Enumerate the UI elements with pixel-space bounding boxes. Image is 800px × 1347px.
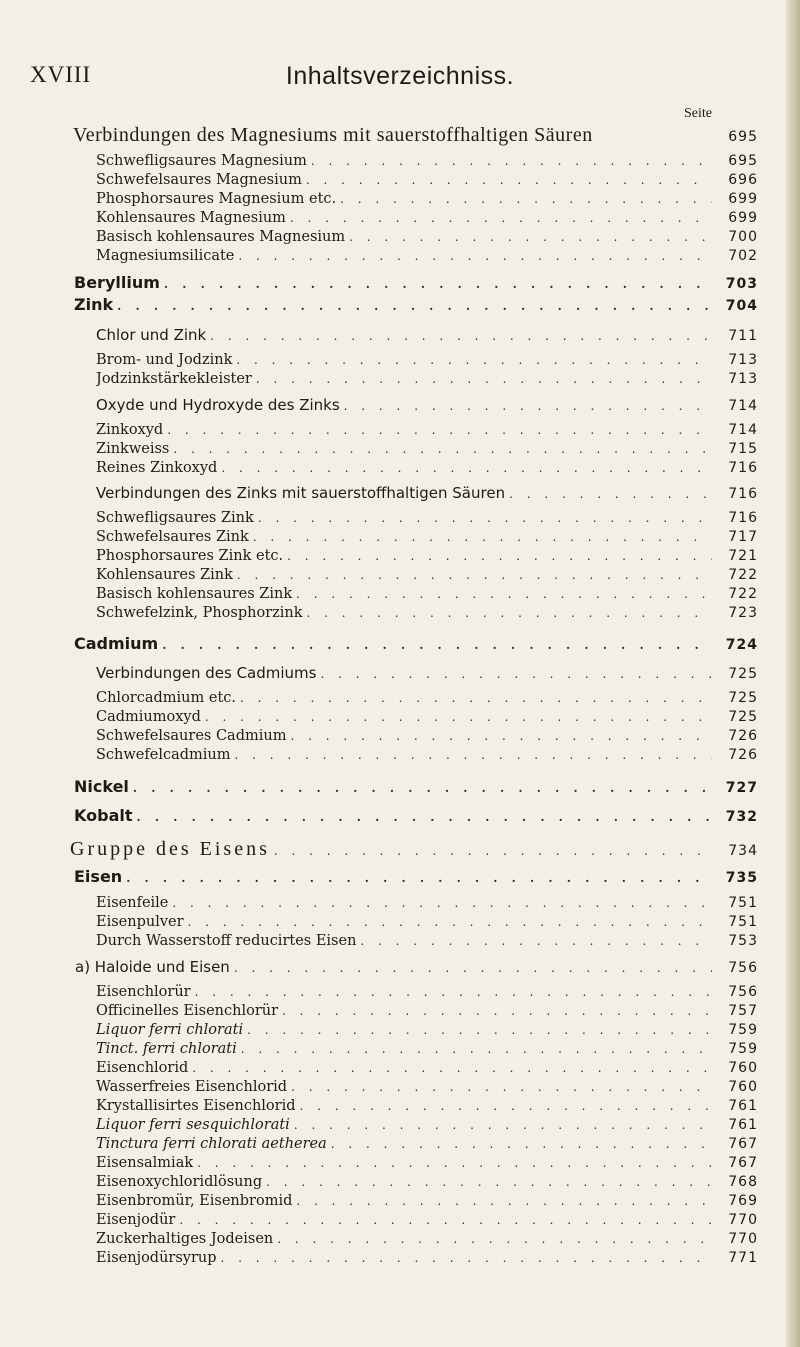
toc-entry-page: 725 (728, 666, 758, 682)
toc-entry-title: Eisenchlorid (96, 1060, 189, 1076)
toc-entry-title: Eisenfeile (96, 895, 169, 911)
dot-leader (164, 277, 712, 291)
toc-entry-page: 767 (728, 1155, 758, 1171)
toc-entry (96, 1212, 758, 1228)
dot-leader (247, 1023, 712, 1037)
dot-leader (133, 781, 712, 795)
toc-entry-title: Verbindungen des Cadmiums (96, 664, 317, 682)
toc-entry-page: 699 (728, 191, 758, 207)
running-head: Inhaltsverzeichniss. (285, 62, 515, 90)
toc-entry-title: Cadmiumoxyd (96, 709, 201, 725)
toc-entry-page: 753 (728, 933, 758, 949)
toc-entry-page: 696 (728, 172, 758, 188)
toc-entry (96, 1098, 758, 1114)
toc-entry-title: Eisenbromür, Eisenbromid (96, 1193, 293, 1209)
toc-entry-page: 716 (728, 486, 758, 502)
toc-entry-title: Officinelles Eisenchlorür (96, 1003, 279, 1019)
toc-entry (96, 1022, 758, 1038)
toc-entry-page: 759 (728, 1022, 758, 1038)
page-column-label: Seite (684, 106, 712, 121)
dot-leader (179, 1213, 712, 1227)
dot-leader (290, 729, 712, 743)
toc-entry (96, 371, 758, 387)
toc-entry-title: Basisch kohlensaures Zink (96, 586, 293, 602)
toc-entry-page: 767 (728, 1136, 758, 1152)
toc-entry (96, 210, 758, 226)
dot-leader (320, 667, 712, 681)
toc-entry (96, 728, 758, 744)
toc-entry (96, 191, 758, 207)
toc-entry-page: 770 (728, 1231, 758, 1247)
toc-entry (96, 1117, 758, 1133)
toc-entry-page: 716 (728, 510, 758, 526)
toc-entry-title: Beryllium (74, 273, 160, 292)
toc-entry-page: 716 (728, 460, 758, 476)
toc-entry (96, 895, 758, 911)
dot-leader (306, 173, 712, 187)
toc-entry (96, 1231, 758, 1247)
toc-entry-title: Schwefligsaures Magnesium (96, 153, 307, 169)
toc-entry-title: Schwefelcadmium (96, 747, 231, 763)
toc-entry (96, 248, 758, 264)
toc-entry-page: 714 (728, 422, 758, 438)
dot-leader (266, 1175, 712, 1189)
dot-leader (282, 1004, 712, 1018)
toc-entry-page: 734 (728, 843, 758, 859)
dot-leader (344, 399, 712, 413)
dot-leader (258, 511, 712, 525)
toc-entry-page: 751 (728, 895, 758, 911)
toc-entry-title: Eisenchlorür (96, 984, 191, 1000)
toc-entry (96, 441, 758, 457)
toc-entry-title: Schwefelzink, Phosphorzink (96, 605, 303, 621)
dot-leader (241, 1042, 712, 1056)
toc-entry (96, 664, 758, 682)
toc-entry (96, 396, 758, 414)
dot-leader (311, 154, 712, 168)
dot-leader (253, 530, 712, 544)
dot-leader (188, 915, 712, 929)
toc-entry-page: 761 (728, 1098, 758, 1114)
toc-entry-page: 699 (728, 210, 758, 226)
toc-entry-title: Kohlensaures Zink (96, 567, 233, 583)
toc-entry-page: 756 (728, 984, 758, 1000)
toc-entry-title: Reines Zinkoxyd (96, 460, 218, 476)
toc-entry-title: Zinkoxyd (96, 422, 164, 438)
toc-entry-page: 722 (728, 567, 758, 583)
page-header (30, 62, 770, 102)
dot-leader (221, 461, 712, 475)
toc-entry-title: Jodzinkstärkekleister (96, 371, 252, 387)
toc-entry-title: Phosphorsaures Zink etc. (96, 548, 284, 564)
dot-leader (137, 810, 713, 824)
toc-entry-title: Tinct. ferri chlorati (96, 1041, 237, 1057)
toc-entry (96, 529, 758, 545)
page-number: XVIII (30, 62, 92, 87)
toc-entry-page: 722 (728, 586, 758, 602)
dot-leader (307, 606, 712, 620)
toc-entry-title: Liquor ferri chlorati (96, 1022, 244, 1038)
toc-entry-title: Eisenjodürsyrup (96, 1250, 217, 1266)
toc-entry-page: 760 (728, 1060, 758, 1076)
toc-entry (74, 806, 758, 825)
toc-entry-title: Verbindungen des Zinks mit sauerstoffhaltigen Säuren (96, 484, 506, 502)
toc-entry-title: Kobalt (74, 806, 133, 825)
toc-entry (74, 634, 758, 653)
toc-entry (96, 1079, 758, 1095)
toc-entry-page: 713 (728, 371, 758, 387)
dot-leader (240, 691, 712, 705)
toc-entry-title: Eisenpulver (96, 914, 184, 930)
toc-entry-title: Schwefligsaures Zink (96, 510, 254, 526)
dot-leader (235, 748, 713, 762)
dot-leader (162, 638, 712, 652)
dot-leader (117, 299, 712, 313)
toc-entry-title: Eisen (74, 867, 123, 886)
toc-entry (70, 838, 758, 861)
dot-leader (296, 1194, 712, 1208)
dot-leader (274, 844, 712, 858)
toc-entry-page: 768 (728, 1174, 758, 1190)
toc-entry-title: Verbindungen des Magnesiums mit sauerstoffhaltigen Säuren (73, 124, 593, 146)
toc-entry-page: 761 (728, 1117, 758, 1133)
dot-leader (221, 1251, 712, 1265)
toc-entry-page: 760 (728, 1079, 758, 1095)
toc-entry (96, 933, 758, 949)
dot-leader (509, 487, 712, 501)
dot-leader (287, 549, 712, 563)
toc-entry-title: Chlor und Zink (96, 326, 207, 344)
toc-entry-page: 714 (728, 398, 758, 414)
toc-entry-page: 727 (725, 780, 758, 796)
toc-entry-title: Oxyde und Hydroxyde des Zinks (96, 396, 340, 414)
dot-leader (192, 1061, 712, 1075)
toc-entry-title: Tinctura ferri chlorati aetherea (96, 1136, 327, 1152)
toc-entry (96, 709, 758, 725)
dot-leader (300, 1099, 712, 1113)
toc-entry (96, 153, 758, 169)
toc-entry (96, 1193, 758, 1209)
toc-entry (74, 273, 758, 292)
toc-entry (96, 510, 758, 526)
toc-entry-page: 751 (728, 914, 758, 930)
toc-entry (96, 1174, 758, 1190)
toc-entry-page: 726 (728, 747, 758, 763)
dot-leader (195, 985, 712, 999)
dot-leader (294, 1118, 712, 1132)
toc-entry-page: 770 (728, 1212, 758, 1228)
toc-entry-title: Basisch kohlensaures Magnesium (96, 229, 346, 245)
dot-leader (234, 961, 712, 975)
dot-leader (290, 211, 712, 225)
toc-entry (73, 124, 758, 147)
toc-entry (96, 352, 758, 368)
toc-entry-page: 732 (725, 809, 758, 825)
toc-entry (96, 984, 758, 1000)
toc-entry (96, 747, 758, 763)
toc-entry (96, 914, 758, 930)
dot-leader (277, 1232, 712, 1246)
toc-entry-title: Zink (74, 295, 114, 314)
toc-entry-title: Liquor ferri sesquichlorati (96, 1117, 290, 1133)
dot-leader (291, 1080, 712, 1094)
toc-entry-page: 759 (728, 1041, 758, 1057)
toc-entry-title: Nickel (74, 777, 129, 796)
toc-entry-title: Gruppe des Eisens (70, 838, 270, 860)
toc-entry (96, 548, 758, 564)
toc-entry (74, 295, 758, 314)
toc-entry-title: Durch Wasserstoff reducirtes Eisen (96, 933, 357, 949)
toc-entry (96, 1041, 758, 1057)
toc-entry (96, 460, 758, 476)
dot-leader (172, 896, 712, 910)
toc-entry-title: Schwefelsaures Magnesium (96, 172, 302, 188)
toc-entry-title: Zuckerhaltiges Jodeisen (96, 1231, 274, 1247)
dot-leader (205, 710, 712, 724)
dot-leader (256, 372, 712, 386)
toc-entry (96, 567, 758, 583)
dot-leader (236, 353, 712, 367)
toc-entry-title: Kohlensaures Magnesium (96, 210, 286, 226)
toc-entry-page: 711 (728, 328, 758, 344)
toc-entry-page: 704 (725, 298, 758, 314)
toc-entry (96, 1250, 758, 1266)
toc-entry (96, 484, 758, 502)
dot-leader (331, 1137, 712, 1151)
toc-entry-page: 700 (728, 229, 758, 245)
dot-leader (237, 568, 712, 582)
toc-entry-title: Phosphorsaures Magnesium etc. (96, 191, 337, 207)
dot-leader (126, 871, 712, 885)
toc-entry-title: Eisensalmiak (96, 1155, 194, 1171)
dot-leader (173, 442, 712, 456)
toc-entry (96, 1155, 758, 1171)
toc-entry (74, 777, 758, 796)
dot-leader (296, 587, 712, 601)
toc-entry-page: 717 (728, 529, 758, 545)
toc-entry (96, 172, 758, 188)
toc-entry-page: 724 (725, 637, 758, 653)
toc-entry-title: Magnesiumsilicate (96, 248, 235, 264)
toc-entry (96, 1003, 758, 1019)
dot-leader (340, 192, 712, 206)
toc-entry (96, 586, 758, 602)
toc-entry-page: 703 (725, 276, 758, 292)
toc-entry-title: Eisenjodür (96, 1212, 176, 1228)
toc-entry-page: 725 (728, 690, 758, 706)
dot-leader (360, 934, 712, 948)
toc-entry-title: Schwefelsaures Cadmium (96, 728, 287, 744)
toc-entry-title: Wasserfreies Eisenchlorid (96, 1079, 288, 1095)
toc-entry-title: Eisenoxychloridlösung (96, 1174, 263, 1190)
toc-entry (96, 1136, 758, 1152)
toc-entry-page: 726 (728, 728, 758, 744)
dot-leader (349, 230, 712, 244)
toc-entry-page: 757 (728, 1003, 758, 1019)
toc-entry (74, 867, 758, 886)
dot-leader (210, 329, 712, 343)
toc-entry-page: 723 (728, 605, 758, 621)
toc-entry-title: Brom- und Jodzink (96, 352, 233, 368)
toc-entry (96, 690, 758, 706)
toc-entry-title: Schwefelsaures Zink (96, 529, 249, 545)
dot-leader (167, 423, 712, 437)
toc-entry-page: 771 (728, 1250, 758, 1266)
toc-entry (96, 422, 758, 438)
toc-entry (96, 229, 758, 245)
toc-entry (96, 1060, 758, 1076)
toc-entry-page: 715 (728, 441, 758, 457)
toc-entry-title: Cadmium (74, 634, 159, 653)
toc-entry-title: Chlorcadmium etc. (96, 690, 237, 706)
toc-entry-title: Krystallisirtes Eisenchlorid (96, 1098, 296, 1114)
toc-entry-title: a) Haloide und Eisen (75, 958, 230, 976)
dot-leader (197, 1156, 712, 1170)
toc-entry-page: 695 (728, 129, 758, 145)
toc-entry-title: Zinkweiss (96, 441, 170, 457)
toc-entry-page: 695 (728, 153, 758, 169)
page-edge-shadow (786, 0, 800, 1347)
toc-entry-page: 769 (728, 1193, 758, 1209)
dot-leader (238, 249, 712, 263)
toc-entry-page: 721 (728, 548, 758, 564)
toc-entry (96, 605, 758, 621)
toc-entry-page: 713 (728, 352, 758, 368)
toc-entry (96, 326, 758, 344)
toc-entry-page: 756 (728, 960, 758, 976)
toc-entry-page: 702 (728, 248, 758, 264)
toc-entry-page: 735 (725, 870, 758, 886)
toc-entry (75, 958, 758, 976)
toc-entry-page: 725 (728, 709, 758, 725)
